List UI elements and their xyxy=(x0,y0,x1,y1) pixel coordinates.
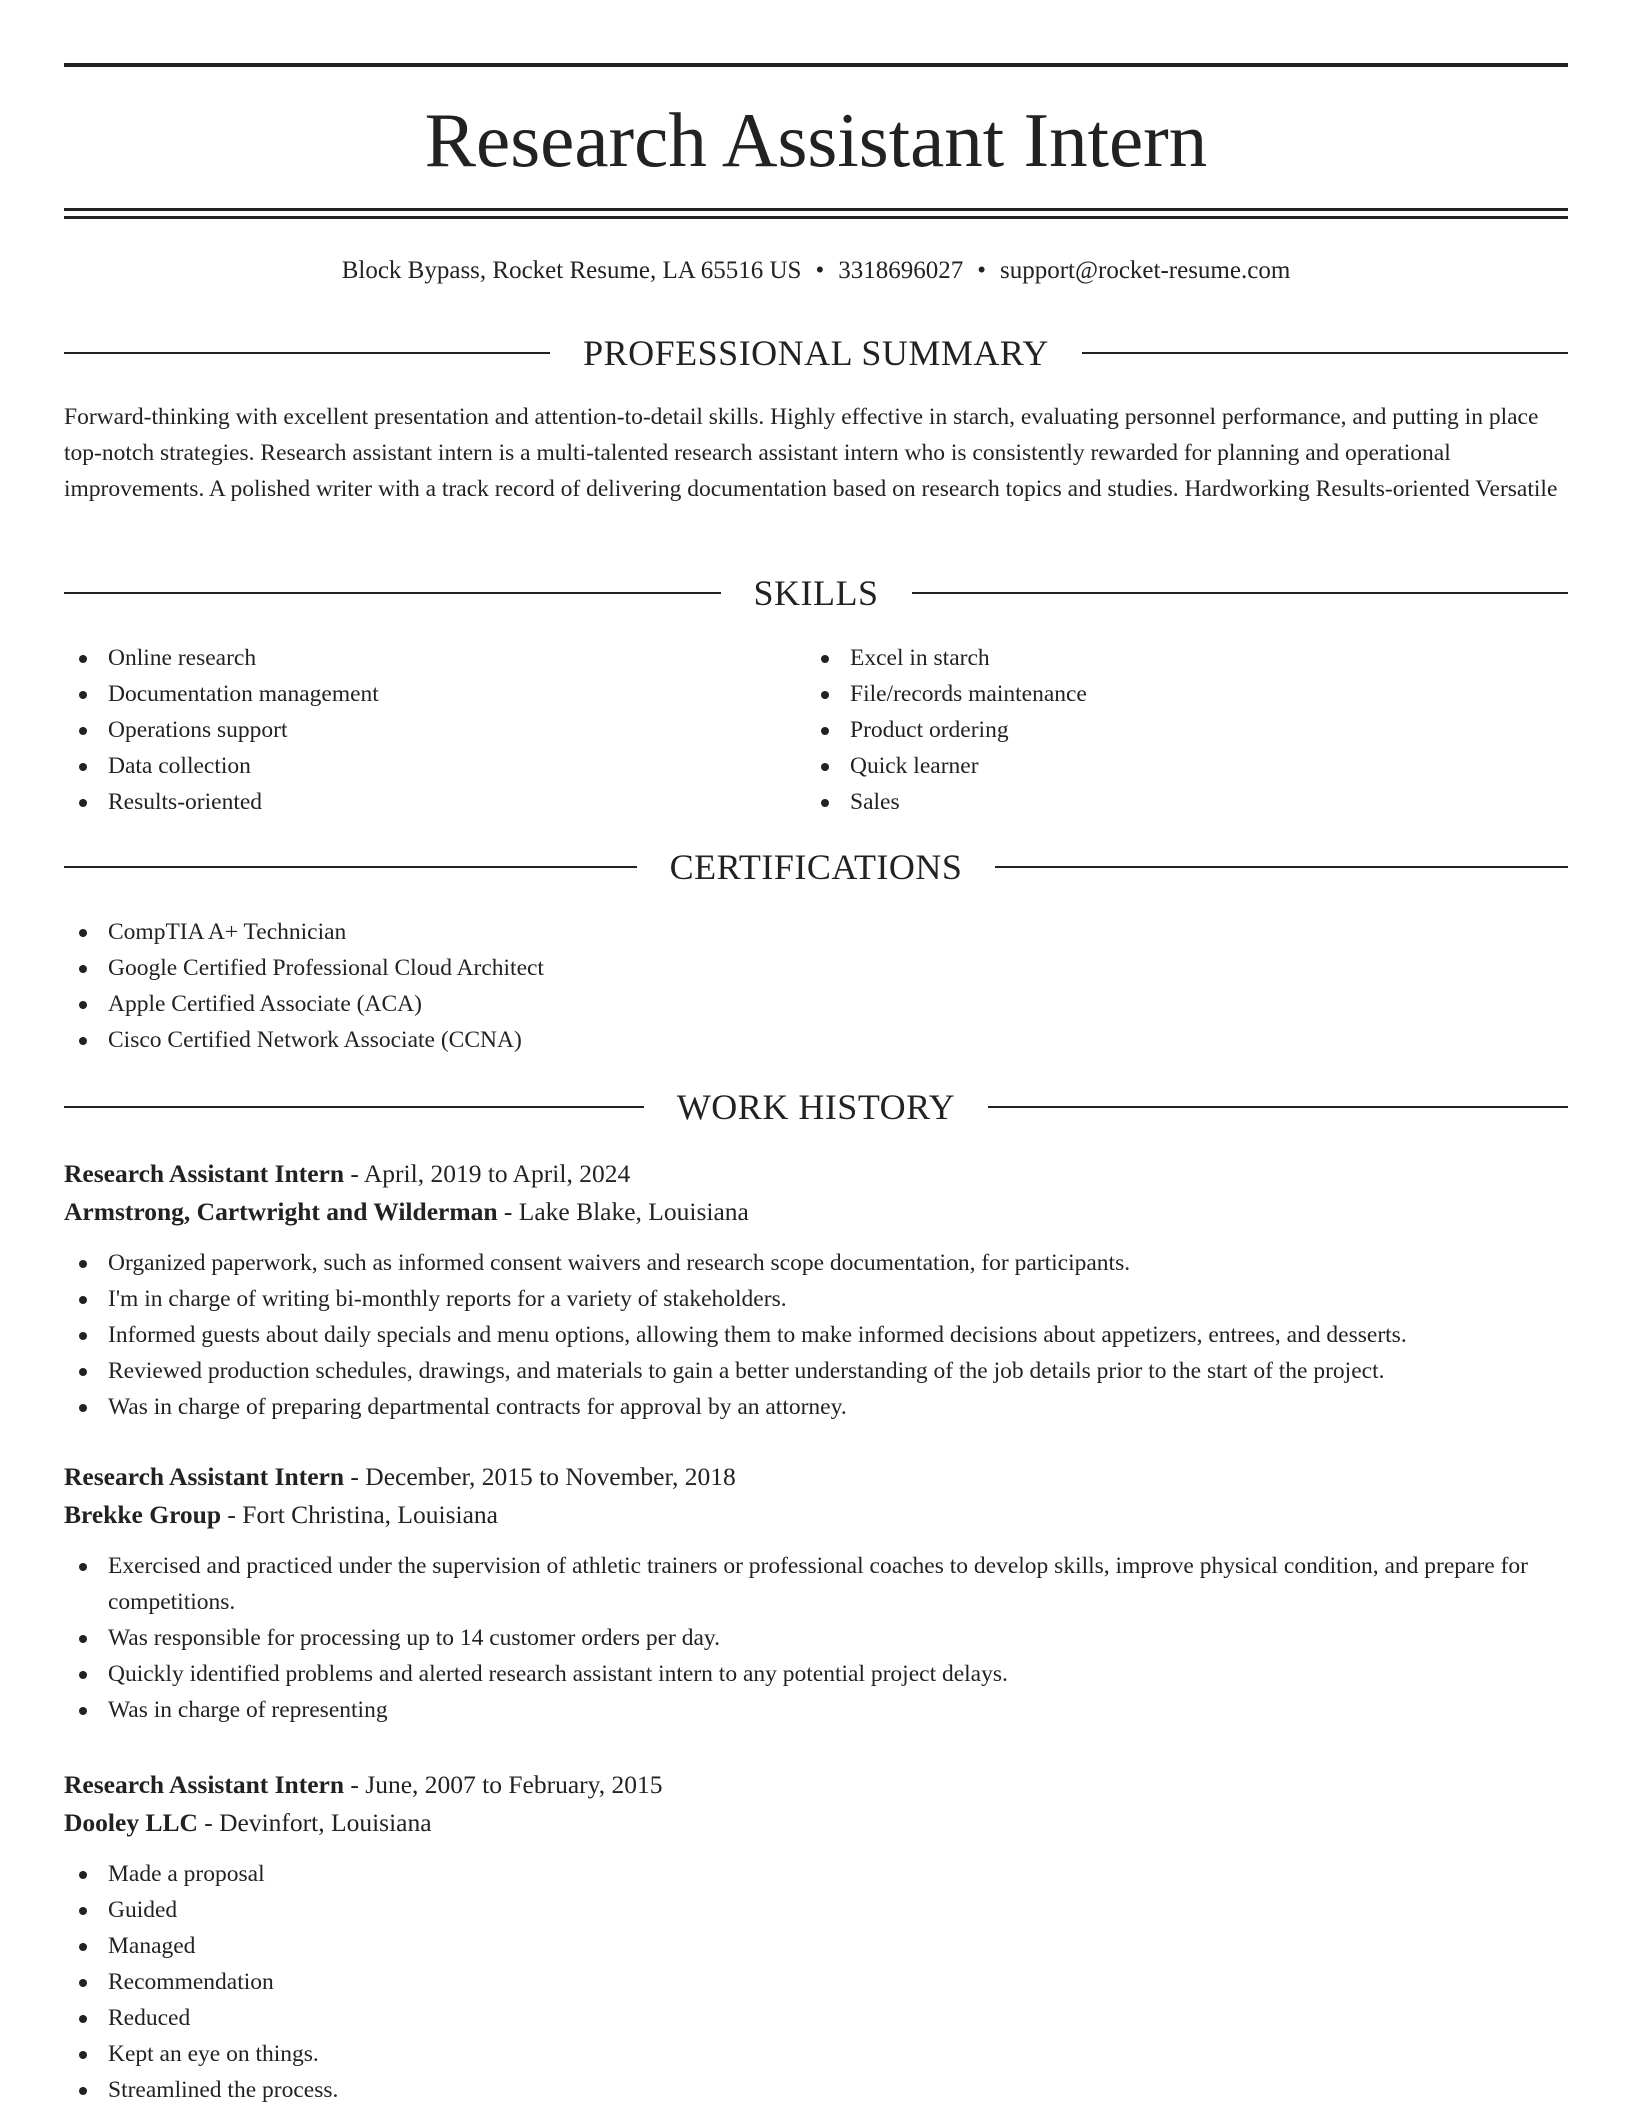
heading-rule xyxy=(988,1106,1568,1108)
certifications-list xyxy=(64,914,1568,1058)
skills-left-list xyxy=(64,640,764,820)
job-bullets xyxy=(64,1245,1568,1425)
skills-right-column xyxy=(806,640,1506,820)
job-bullets xyxy=(64,1856,1568,2108)
skill-item: File/records maintenance xyxy=(806,676,1506,712)
contact-separator: • xyxy=(815,257,825,284)
skill-item: Documentation management xyxy=(64,676,764,712)
skills-right-list xyxy=(806,640,1506,820)
job-bullet: Exercised and practiced under the supervision of athletic trainers or professional coaches to develop skills, improve physical condition, and prepare for competitions. xyxy=(64,1548,1568,1620)
skill-item: Excel in starch xyxy=(806,640,1506,676)
contact-email: support@rocket-resume.com xyxy=(999,257,1291,284)
job-title-line xyxy=(64,1458,1568,1496)
job-location: - Devinfort, Louisiana xyxy=(197,1808,432,1837)
job-bullet: Recommendation xyxy=(64,1964,1568,2000)
job-bullet: Was in charge of preparing departmental contracts for approval by an attorney. xyxy=(64,1389,1568,1425)
job-bullet: Reviewed production schedules, drawings, and materials to gain a better understanding of the job details prior to the start of the project. xyxy=(64,1353,1568,1389)
job-dates: - June, 2007 to February, 2015 xyxy=(344,1770,663,1799)
skill-item: Results-oriented xyxy=(64,784,764,820)
job-dates: - April, 2019 to April, 2024 xyxy=(344,1159,631,1188)
contact-separator: • xyxy=(977,257,986,284)
job-entry xyxy=(64,1766,1568,2108)
job-bullet: Was in charge of representing xyxy=(64,1692,1568,1728)
job-bullet: Made a proposal xyxy=(64,1856,1568,1892)
job-bullet: Kept an eye on things. xyxy=(64,2036,1568,2072)
summary-text: Forward-thinking with excellent presentation and attention-to-detail skills. Highly effective in starch, evaluating personnel performance, and putting in place top-notch strategies. Research assistant intern is a multi-talented research assistant intern who is consistently rewarded for planning and operational improvements. A polished writer with a track record of delivering documentation based on research topics and studies. Hardworking Results-oriented Versatile xyxy=(64,404,1558,502)
skills-left-column xyxy=(64,640,764,820)
skill-item: Quick learner xyxy=(806,748,1506,784)
job-company-line xyxy=(64,1804,1568,1842)
summary-heading-row xyxy=(64,331,1568,375)
job-company: Brekke Group xyxy=(64,1500,222,1529)
certifications-heading-row xyxy=(64,845,1568,889)
job-company-line xyxy=(64,1496,1568,1534)
job-bullet: Reduced xyxy=(64,2000,1568,2036)
skill-item: Online research xyxy=(64,640,764,676)
job-bullet: Streamlined the process. xyxy=(64,2072,1568,2108)
job-bullet: I'm in charge of writing bi-monthly reports for a variety of stakeholders. xyxy=(64,1281,1568,1317)
skill-item: Data collection xyxy=(64,748,764,784)
certifications-heading: CERTIFICATIONS xyxy=(669,847,963,887)
heading-rule xyxy=(1082,352,1568,354)
skill-item: Sales xyxy=(806,784,1506,820)
job-title: Research Assistant Intern xyxy=(64,1770,345,1799)
job-title: Research Assistant Intern xyxy=(64,1159,345,1188)
skills-heading-row xyxy=(64,571,1568,615)
certification-item: Cisco Certified Network Associate (CCNA) xyxy=(64,1022,1568,1058)
job-company: Armstrong, Cartwright and Wilderman xyxy=(64,1197,498,1226)
job-dates: - December, 2015 to November, 2018 xyxy=(344,1462,736,1491)
certification-item: CompTIA A+ Technician xyxy=(64,914,1568,950)
job-entry xyxy=(64,1155,1568,1425)
job-location: - Lake Blake, Louisiana xyxy=(497,1197,749,1226)
skills-heading: SKILLS xyxy=(753,573,879,613)
job-bullet: Was responsible for processing up to 14 customer orders per day. xyxy=(64,1620,1568,1656)
job-bullet: Guided xyxy=(64,1892,1568,1928)
job-bullet: Organized paperwork, such as informed consent waivers and research scope documentation, for participants. xyxy=(64,1245,1568,1281)
job-title-line xyxy=(64,1155,1568,1193)
certification-item: Google Certified Professional Cloud Architect xyxy=(64,950,1568,986)
heading-rule xyxy=(64,1106,644,1108)
job-bullets xyxy=(64,1548,1568,1728)
job-bullet: Informed guests about daily specials and menu options, allowing them to make informed decisions about appetizers, entrees, and desserts. xyxy=(64,1317,1568,1353)
job-company-line xyxy=(64,1193,1568,1231)
heading-rule xyxy=(912,592,1569,594)
contact-phone: 3318696027 xyxy=(838,257,964,284)
skill-item: Product ordering xyxy=(806,712,1506,748)
job-title-line xyxy=(64,1766,1568,1804)
contact-line xyxy=(64,253,1568,289)
job-location: - Fort Christina, Louisiana xyxy=(221,1500,498,1529)
skill-item: Operations support xyxy=(64,712,764,748)
job-bullet: Quickly identified problems and alerted research assistant intern to any potential project delays. xyxy=(64,1656,1568,1692)
work-history-heading-row xyxy=(64,1085,1568,1129)
heading-rule xyxy=(64,352,550,354)
job-bullet: Managed xyxy=(64,1928,1568,1964)
job-company: Dooley LLC xyxy=(64,1808,198,1837)
certification-item: Apple Certified Associate (ACA) xyxy=(64,986,1568,1022)
job-title: Research Assistant Intern xyxy=(64,1462,345,1491)
summary-heading: PROFESSIONAL SUMMARY xyxy=(583,333,1049,373)
contact-address: Block Bypass, Rocket Resume, LA 65516 US xyxy=(341,257,802,284)
resume-title: Research Assistant Intern xyxy=(424,97,1208,183)
title-double-rule xyxy=(64,208,1568,219)
certifications-block xyxy=(64,914,1568,1058)
heading-rule xyxy=(64,866,637,868)
job-entry xyxy=(64,1458,1568,1728)
heading-rule xyxy=(64,592,721,594)
top-rule xyxy=(64,63,1568,67)
work-history-heading: WORK HISTORY xyxy=(676,1087,956,1127)
heading-rule xyxy=(995,866,1568,868)
